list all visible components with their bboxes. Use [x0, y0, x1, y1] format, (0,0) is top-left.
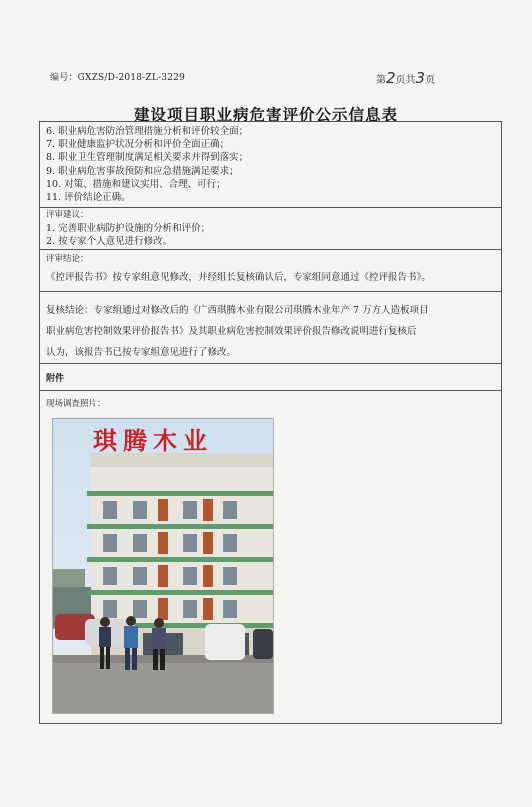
photos-label: 现场调查照片：: [46, 399, 106, 409]
criteria-item: 7. 职业健康监护状况分析和评价全面正确；: [46, 139, 230, 151]
attachment-label: 附件: [46, 374, 65, 384]
criteria-item: 9. 职业病危害事故预防和应急措施满足要求；: [46, 165, 239, 177]
page-mid: 页共: [395, 75, 416, 86]
document-title: 建设项目职业病危害评价公示信息表: [133, 105, 398, 124]
document-number: 编号：GXZS/D-2018-ZL-3229: [50, 73, 185, 83]
recheck-line: 复核结论：专家组通过对修改后的《广西琪腾木业有限公司琪腾木业年产 7 万方人造板项目: [46, 305, 429, 316]
recheck-line: 认为，该报告书已按专家组意见进行了修改。: [46, 347, 237, 358]
criteria-item: 6. 职业病危害防治管理措施分析和评价较全面；: [46, 126, 249, 137]
photos-section: [40, 391, 501, 723]
site-photo: [52, 418, 274, 714]
page-prefix: 第: [376, 75, 386, 86]
recheck-section: [40, 292, 501, 364]
criteria-item: 11. 评价结论正确。: [46, 192, 131, 204]
criteria-section: [40, 122, 501, 208]
page-total: 3: [415, 69, 426, 87]
criteria-item: 10. 对策、措施和建议实用、合理、可行；: [46, 178, 226, 190]
attachment-section: [40, 364, 501, 391]
review-suggestions-section: [40, 208, 501, 250]
site-photo-image: [53, 419, 273, 713]
page-number: [376, 69, 435, 87]
info-table: [39, 121, 502, 724]
suggestion-item: 2. 按专家个人意见进行修改。: [46, 236, 173, 248]
recheck-line: 职业病危害控制效果评价报告书》及其职业病危害控制效果评价报告修改说明进行复核后: [46, 326, 417, 337]
building-sign: 琪腾木业: [93, 427, 213, 455]
suggestion-item: 1. 完善职业病防护设施的分析和评价；: [46, 223, 211, 234]
people: [99, 616, 166, 670]
review-conclusion-text: 《控评报告书》按专家组意见修改，并经组长复核确认后，专家组同意通过《控评报告书》。: [46, 272, 431, 283]
review-conclusion-section: [40, 250, 501, 292]
criteria-item: 8. 职业卫生管理制度满足相关要求并得到落实；: [46, 152, 249, 164]
page-suffix: 页: [425, 75, 436, 86]
review-conclusion-label: 评审结论：: [46, 254, 89, 264]
page-current: 2: [386, 69, 396, 87]
review-suggestions-label: 评审建议：: [46, 210, 89, 220]
